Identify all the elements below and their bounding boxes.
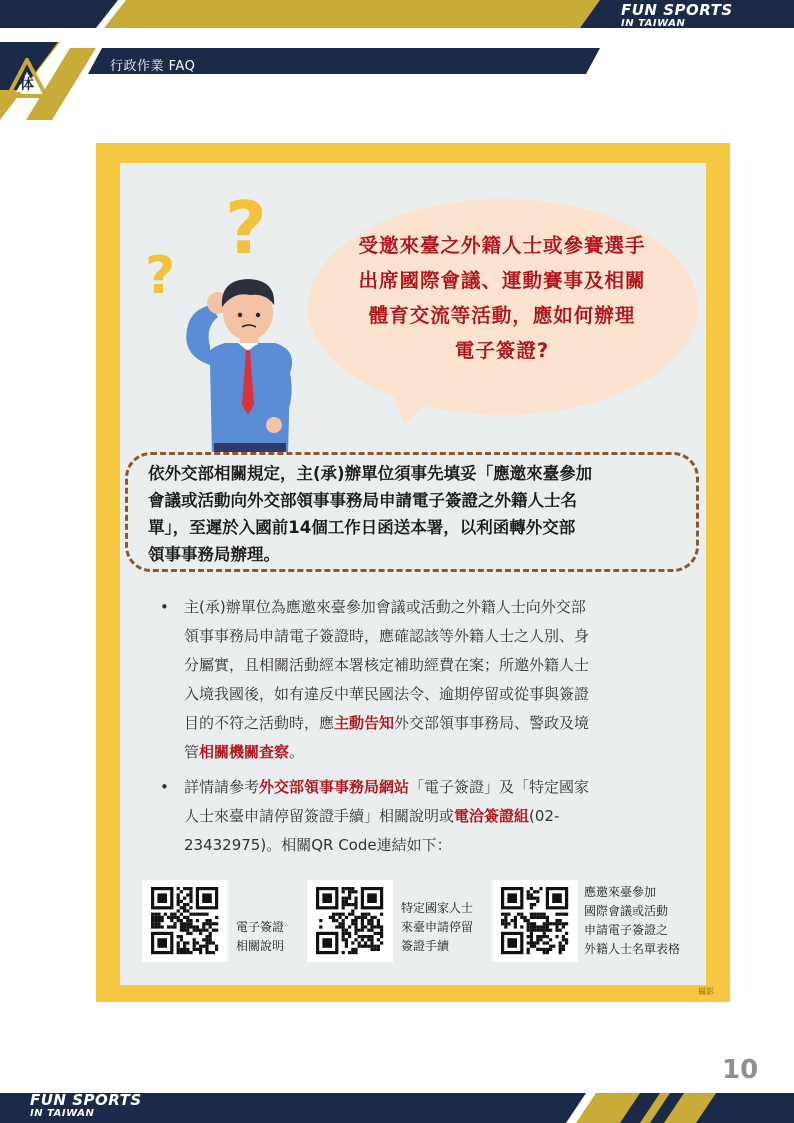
svg-text:体: 体 bbox=[20, 77, 34, 93]
bullet-line bbox=[184, 802, 668, 831]
answer-line: 單」，至遲於入國前14個工作日函送本署，以利函轉外交部 bbox=[148, 518, 576, 537]
brand-line2: IN TAIWAN bbox=[621, 18, 686, 29]
question-text bbox=[322, 228, 682, 368]
qr-label-evisa bbox=[236, 918, 284, 956]
qr-label-line: 外籍人士名單表格 bbox=[584, 942, 681, 956]
svg-text:?: ? bbox=[145, 246, 176, 305]
photo-credit: 攝影 bbox=[698, 987, 714, 996]
bullet-line: 入境我國後，如有違反中華民國法令、逾期停留或從事與簽證 bbox=[184, 685, 590, 703]
text-run: 外交部領事事務局、警政及境 bbox=[394, 714, 590, 732]
bullet-line bbox=[184, 773, 668, 802]
bullet-line: 23432975)。相關QR Code連結如下： bbox=[184, 836, 452, 854]
qr-code-specific-countries[interactable] bbox=[307, 880, 393, 962]
qr-label-line: 申請電子簽證之 bbox=[584, 923, 669, 937]
section-title: 行政作業 FAQ bbox=[110, 59, 196, 74]
qr-label-line: 特定國家人士 bbox=[401, 901, 474, 915]
highlight-text: 相關機關查察 bbox=[199, 743, 290, 761]
answer-line: 依外交部相關規定，主(承)辦單位須事先填妥「應邀來臺參加 bbox=[148, 464, 593, 483]
text-run: 人士來臺申請停留簽證手續」相關說明或 bbox=[184, 807, 455, 825]
bullet-line bbox=[184, 738, 668, 767]
question-line: 出席國際會議、運動賽事及相關 bbox=[358, 269, 646, 292]
page-number: 10 bbox=[722, 1055, 759, 1085]
brand-line1: FUN SPORTS bbox=[30, 1091, 142, 1109]
qr-code-icon bbox=[492, 880, 578, 962]
brand-line2: IN TAIWAN bbox=[30, 1108, 95, 1119]
text-run: 目的不符之活動時，應 bbox=[184, 714, 335, 732]
question-line: 受邀來臺之外籍人士或參賽選手 bbox=[358, 234, 646, 257]
bullet-dot: • bbox=[160, 598, 169, 616]
highlight-text: 電洽簽證組 bbox=[454, 807, 530, 825]
qr-label-line: 來臺申請停留 bbox=[401, 920, 474, 934]
answer-line: 領事事務局辦理。 bbox=[148, 545, 280, 564]
logo-icon bbox=[6, 58, 48, 100]
qr-code-evisa[interactable] bbox=[142, 880, 228, 962]
bullet-dot: • bbox=[160, 778, 169, 796]
qr-code-icon bbox=[307, 880, 393, 962]
bullet-line: 主(承)辦單位為應邀來臺參加會議或活動之外籍人士向外交部 bbox=[184, 598, 586, 616]
highlight-text: 主動告知 bbox=[334, 714, 395, 732]
brand-logo-bottom bbox=[30, 1093, 142, 1119]
text-run: 管 bbox=[184, 743, 200, 761]
question-line: 電子簽證? bbox=[454, 339, 550, 362]
confused-man-illustration bbox=[170, 255, 310, 455]
qr-label-line: 電子簽證 bbox=[236, 920, 285, 934]
svg-text:?: ? bbox=[225, 186, 267, 270]
answer-line: 會議或活動向外交部領事事務局申請電子簽證之外籍人士名 bbox=[148, 491, 577, 510]
bullet-line bbox=[184, 709, 668, 738]
qr-label-line: 相關說明 bbox=[236, 939, 285, 953]
qr-label-invite-form bbox=[584, 883, 680, 959]
text-run: 詳情請參考 bbox=[184, 778, 260, 796]
text-run: (02- bbox=[529, 807, 560, 825]
qr-label-line: 國際會議或活動 bbox=[584, 904, 669, 918]
qr-label-line: 應邀來臺參加 bbox=[584, 885, 657, 899]
bullet-line: 領事事務局申請電子簽證時，應確認該等外籍人士之人別、身 bbox=[184, 627, 590, 645]
text-run: 。 bbox=[289, 743, 305, 761]
qr-label-specific-countries bbox=[401, 899, 473, 956]
bullet-list bbox=[158, 593, 668, 860]
text-run: 「電子簽證」及「特定國家 bbox=[409, 778, 590, 796]
answer-text bbox=[148, 460, 688, 568]
brand-line1: FUN SPORTS bbox=[621, 1, 733, 19]
highlight-text: 外交部領事事務局網站 bbox=[259, 778, 410, 796]
qr-code-icon bbox=[142, 880, 228, 962]
qr-code-invite-form[interactable] bbox=[492, 880, 578, 962]
brand-logo-top bbox=[621, 3, 733, 29]
bullet-item bbox=[158, 593, 668, 767]
bullet-item bbox=[158, 773, 668, 860]
question-line: 體育交流等活動，應如何辦理 bbox=[368, 304, 636, 327]
qr-label-line: 簽證手續 bbox=[401, 939, 450, 953]
bullet-line: 分屬實，且相關活動經本署核定補助經費在案；所邀外籍人士 bbox=[184, 656, 590, 674]
